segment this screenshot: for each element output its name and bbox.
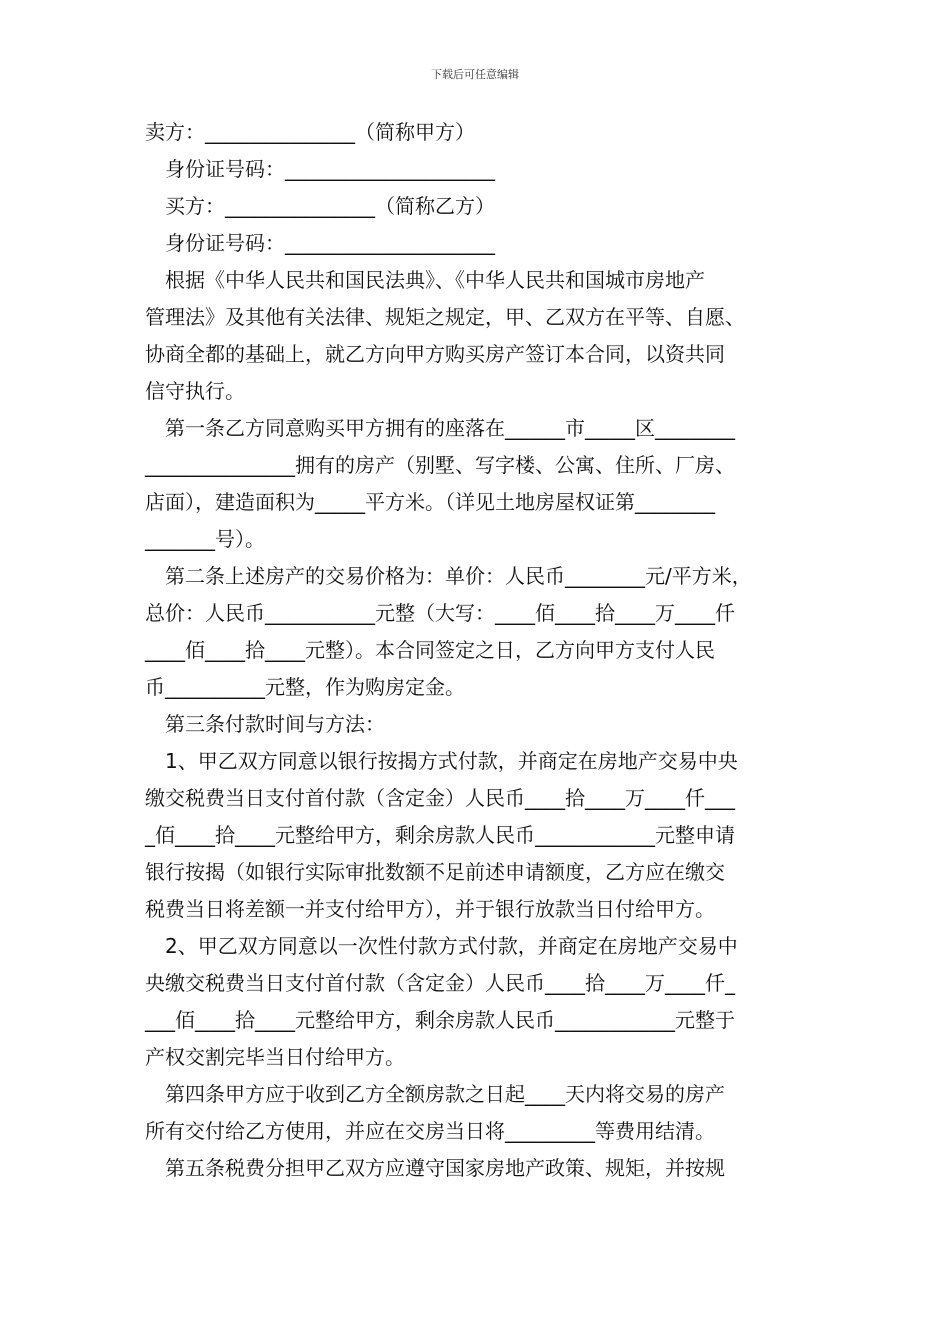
document-line: 缴交税费当日支付首付款（含定金）人民币____拾____万____仟___ [145, 786, 735, 810]
document-line: 根据《中华人民共和国民法典》、《中华人民共和国城市房地产 [165, 268, 705, 292]
document-line: 卖方：_______________（简称甲方） [145, 120, 475, 144]
document-line: 协商全都的基础上，就乙方向甲方购买房产签订本合同，以资共同 [145, 342, 725, 366]
document-line: 信守执行。 [145, 379, 245, 403]
document-body [145, 114, 815, 1187]
document-line: _佰____拾____元整给甲方，剩余房款人民币____________元整申请 [145, 823, 735, 847]
document-line: 管理法》及其他有关法律、规矩之规定，甲、乙双方在平等、自愿、 [145, 305, 745, 329]
document-line: 所有交付给乙方使用，并应在交房当日将_________等费用结清。 [145, 1119, 715, 1143]
document-line: 银行按揭（如银行实际审批数额不足前述申请额度，乙方应在缴交 [145, 860, 725, 884]
document-line: 第二条上述房产的交易价格为：单价：人民币________元/平方米， [165, 564, 752, 588]
document-line: 第四条甲方应于收到乙方全额房款之日起____天内将交易的房产 [165, 1082, 725, 1106]
document-line: 身份证号码：_____________________ [165, 157, 495, 181]
document-line: _______号）。 [145, 527, 265, 551]
document-line: 2、甲乙双方同意以一次性付款方式付款，并商定在房地产交易中 [165, 934, 738, 958]
document-line: 第三条付款时间与方法： [165, 712, 385, 736]
document-line: 第五条税费分担甲乙双方应遵守国家房地产政策、规矩，并按规 [165, 1156, 725, 1180]
document-line: 总价：人民币___________元整（大写：____佰____拾____万____仟 [145, 601, 735, 625]
document-line: 产权交割完毕当日付给甲方。 [145, 1045, 405, 1069]
document-line: 1、甲乙双方同意以银行按揭方式付款，并商定在房地产交易中央 [165, 749, 738, 773]
document-line: 央缴交税费当日支付首付款（含定金）人民币____拾____万____仟_ [145, 971, 735, 995]
document-line: 买方：_______________（简称乙方） [165, 194, 495, 218]
document-line: ___佰____拾____元整给甲方，剩余房款人民币____________元整于 [145, 1008, 735, 1032]
document-line: _______________拥有的房产（别墅、写字楼、公寓、住所、厂房、 [145, 453, 735, 477]
document-line: 第一条乙方同意购买甲方拥有的座落在______市_____区________ [165, 416, 735, 440]
document-line: 币__________元整，作为购房定金。 [145, 675, 465, 699]
document-line: ____佰____拾____元整）。本合同签定之日，乙方向甲方支付人民 [145, 638, 715, 662]
document-line: 店面），建造面积为_____平方米。（详见土地房屋权证第________ [145, 490, 715, 514]
document-line: 税费当日将差额一并支付给甲方），并于银行放款当日付给甲方。 [145, 897, 715, 921]
header-note: 下载后可任意编辑 [431, 68, 519, 81]
document-line: 身份证号码：_____________________ [165, 231, 495, 255]
